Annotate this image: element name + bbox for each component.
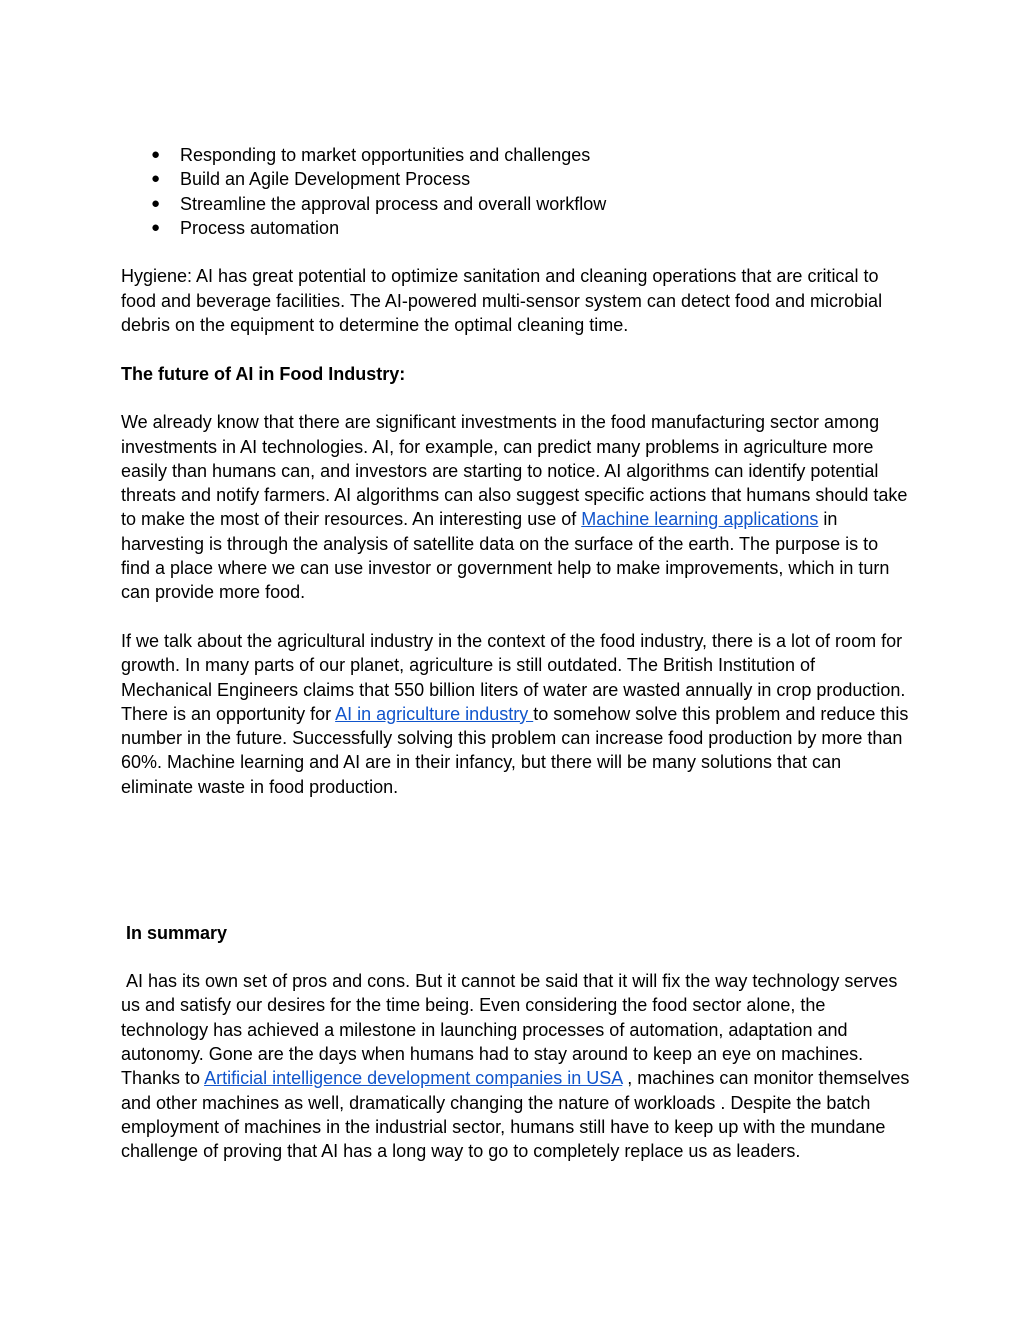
- list-item: [121, 143, 911, 167]
- bullet-icon: ●: [151, 194, 161, 212]
- list-item-text: Build an Agile Development Process: [180, 169, 471, 190]
- future-heading: The future of AI in Food Industry:: [121, 363, 406, 384]
- future-paragraph-text-end: in harvesting is through the analysis of satellite data on the surface of the earth. The purpose is to find a place where we can use investor or government help to make improvements, which in turn can provide more food.: [121, 509, 890, 603]
- ai-companies-usa-link[interactable]: Artificial intelligence development companies in USA: [204, 1068, 623, 1089]
- hygiene-paragraph: Hygiene: AI has great potential to optimize sanitation and cleaning operations that are critical to food and beverage facilities. The AI-powered multi-sensor system can detect food and microbial debris on the equipment to determine the optimal cleaning time.: [121, 266, 883, 336]
- list-item: [121, 192, 911, 216]
- agriculture-paragraph-text-end: to somehow solve this problem and reduce this number in the future. Successfully solving this problem can increase food production by more than 60%. Machine learning and AI are in their infancy, but there will be many solutions that can eliminate waste in food production.: [121, 703, 909, 797]
- agriculture-paragraph: [121, 629, 911, 799]
- summary-paragraph-text-start: AI has its own set of pros and cons. But it cannot be said that it will fix the way technology serves us and satisfy our desires for the time being. Even considering the food sector alone, the technology has achieved a milestone in launching processes of automation, adaptation and autonomy. Gone are the days when humans had to stay around to keep an eye on machines. Thanks to: [121, 971, 898, 1089]
- bullet-list: [121, 143, 911, 240]
- future-paragraph: [121, 410, 911, 604]
- list-item-text: Process automation: [180, 217, 340, 238]
- summary-heading: In summary: [126, 922, 228, 943]
- agriculture-paragraph-text-start: If we talk about the agricultural industry in the context of the food industry, there is a lot of room for growth. In many parts of our planet, agriculture is still outdated. The British Institution of Mechanical Engineers claims that 550 billion liters of water are wasted annually in crop production. There is an opportunity for: [121, 630, 906, 724]
- list-item-text: Responding to market opportunities and challenges: [180, 145, 591, 165]
- bullet-icon: ●: [151, 218, 161, 236]
- ai-agriculture-link[interactable]: AI in agriculture industry: [335, 703, 534, 724]
- list-item: [121, 167, 911, 191]
- document-page: [121, 143, 911, 1163]
- future-paragraph-text-start: We already know that there are significant investments in the food manufacturing sector among investments in AI technologies. AI, for example, can predict many problems in agriculture more easily than humans can, and investors are starting to notice. AI algorithms can identify potential threats and notify farmers. AI algorithms can also suggest specific actions that humans should take to make the most of their resources. An interesting use of: [121, 412, 908, 530]
- bullet-icon: ●: [151, 170, 161, 188]
- machine-learning-link[interactable]: Machine learning applications: [581, 509, 819, 530]
- list-item-text: Streamline the approval process and overall workflow: [180, 193, 607, 214]
- bullet-icon: ●: [151, 146, 161, 163]
- summary-paragraph-text-end: , machines can monitor themselves and other machines as well, dramatically changing the nature of workloads . Despite the batch employment of machines in the industrial sector, humans still have to keep up with the mundane challenge of proving that AI has a long way to go to completely replace us as leaders.: [121, 1068, 910, 1162]
- list-item: [121, 216, 911, 240]
- summary-paragraph: [121, 969, 911, 1163]
